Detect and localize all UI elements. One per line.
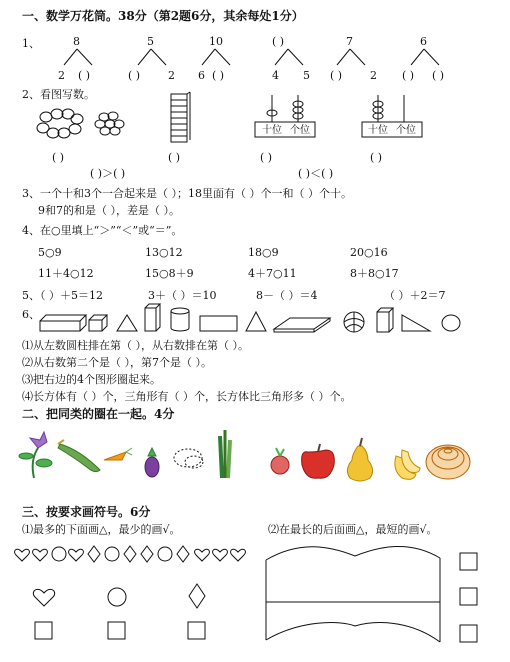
circle-icon (108, 588, 126, 606)
split-top: 7 (346, 35, 353, 48)
q4-title: 4、在○里填上“＞”“＜”或“＝”。 (22, 224, 183, 237)
compare-item[interactable]: 11＋4○12 (38, 267, 94, 280)
q1-label: 1、 (22, 37, 40, 50)
heart-icon (69, 549, 84, 561)
q6-line4: ⑷长方体有（ ）个，三角形有（ ）个，长方体比三角形多（ ）个。 (22, 390, 352, 403)
compare-item[interactable]: 18○9 (248, 246, 279, 259)
diamond-icon (177, 546, 189, 562)
answer-blank[interactable]: ( ) (168, 151, 181, 164)
diamond-icon (189, 584, 205, 608)
fill-equation[interactable]: 5、（ ）＋5＝12 (22, 289, 103, 302)
split-bottom[interactable]: ( ) (432, 69, 445, 82)
section3-title: 三、按要求画符号。6分 (22, 505, 151, 519)
compare-item[interactable]: 15○8＋9 (145, 267, 194, 280)
diamond-icon (88, 546, 100, 562)
q3-line2: 9和7的和是（ ），差是（ ）。 (38, 204, 180, 217)
circle-icon (158, 547, 172, 561)
compare-blank[interactable]: ( )＜( ) (298, 167, 334, 180)
compare-blank[interactable]: ( )＞( ) (90, 167, 126, 180)
split-bottom: 6 (198, 69, 205, 82)
compare-item[interactable]: 20○16 (350, 246, 388, 259)
fill-equation[interactable]: （ ）＋2＝7 (384, 289, 446, 302)
answer-blank[interactable]: ( ) (52, 151, 65, 164)
q6-line1: ⑴从左数圆柱排在第（ ），从右数排在第（ ）。 (22, 339, 249, 352)
heart-icon (231, 549, 246, 561)
section1-title: 一、数学万花筒。38分（第2题6分，其余每处1分） (22, 9, 304, 23)
heart-icon (195, 549, 210, 561)
split-bottom: 2 (58, 69, 65, 82)
comparison-lines (266, 546, 440, 642)
compare-item[interactable]: 8＋8○17 (350, 267, 399, 280)
split-bottom[interactable]: ( ) (128, 69, 141, 82)
answer-box (188, 622, 205, 639)
split-bottom: 2 (168, 69, 175, 82)
answer-box (460, 625, 477, 642)
place-ten-label: 十位 (368, 125, 388, 136)
answer-blank[interactable]: ( ) (370, 151, 383, 164)
split-top: 5 (147, 35, 154, 48)
heart-icon (15, 549, 30, 561)
split-top: 6 (420, 35, 427, 48)
diamond-icon (141, 546, 153, 562)
compare-item[interactable]: 4＋7○11 (248, 267, 297, 280)
answer-box (460, 588, 477, 605)
heart-icon (33, 589, 54, 606)
q2-title: 2、看图写数。 (22, 88, 95, 101)
section3-q2: ⑵在最长的后面画△，最短的画√。 (268, 523, 438, 536)
q3-line1: 3、一个十和3个一合起来是（ ）；18里面有（ ）个一和（ ）个十。 (22, 187, 352, 200)
heart-icon (33, 549, 48, 561)
split-bottom[interactable]: ( ) (78, 69, 91, 82)
compare-item[interactable]: 5○9 (38, 246, 62, 259)
split-bottom: 2 (370, 69, 377, 82)
answer-box (108, 622, 125, 639)
split-bottom[interactable]: ( ) (212, 69, 225, 82)
place-ten-label: 十位 (262, 125, 282, 136)
q6-label: 6、 (22, 308, 40, 321)
split-bottom: 5 (303, 69, 310, 82)
place-one-label: 个位 (396, 125, 416, 136)
diamond-icon (124, 546, 136, 562)
split-bottom[interactable]: ( ) (330, 69, 343, 82)
q6-line3: ⑶把右边的4个图形圈起来。 (22, 373, 161, 386)
circle-icon (105, 547, 119, 561)
answer-blank[interactable]: ( ) (260, 151, 273, 164)
compare-item[interactable]: 13○12 (145, 246, 183, 259)
split-bottom[interactable]: ( ) (402, 69, 415, 82)
split-bottom: 4 (272, 69, 279, 82)
section2-title: 二、把同类的圈在一起。4分 (22, 407, 175, 421)
split-top[interactable]: ( ) (272, 35, 285, 48)
place-one-label: 个位 (290, 125, 310, 136)
answer-box (460, 553, 477, 570)
circle-icon (52, 547, 66, 561)
split-top: 8 (73, 35, 80, 48)
fill-equation[interactable]: 8－（ ）＝4 (256, 289, 318, 302)
symbol-row (15, 546, 246, 562)
split-top: 10 (209, 35, 223, 48)
fill-equation[interactable]: 3＋（ ）＝10 (148, 289, 217, 302)
section3-q1: ⑴最多的下面画△，最少的画√。 (22, 523, 181, 536)
heart-icon (213, 549, 228, 561)
q6-line2: ⑵从右数第二个是（ ），第7个是（ ）。 (22, 356, 212, 369)
answer-box (35, 622, 52, 639)
